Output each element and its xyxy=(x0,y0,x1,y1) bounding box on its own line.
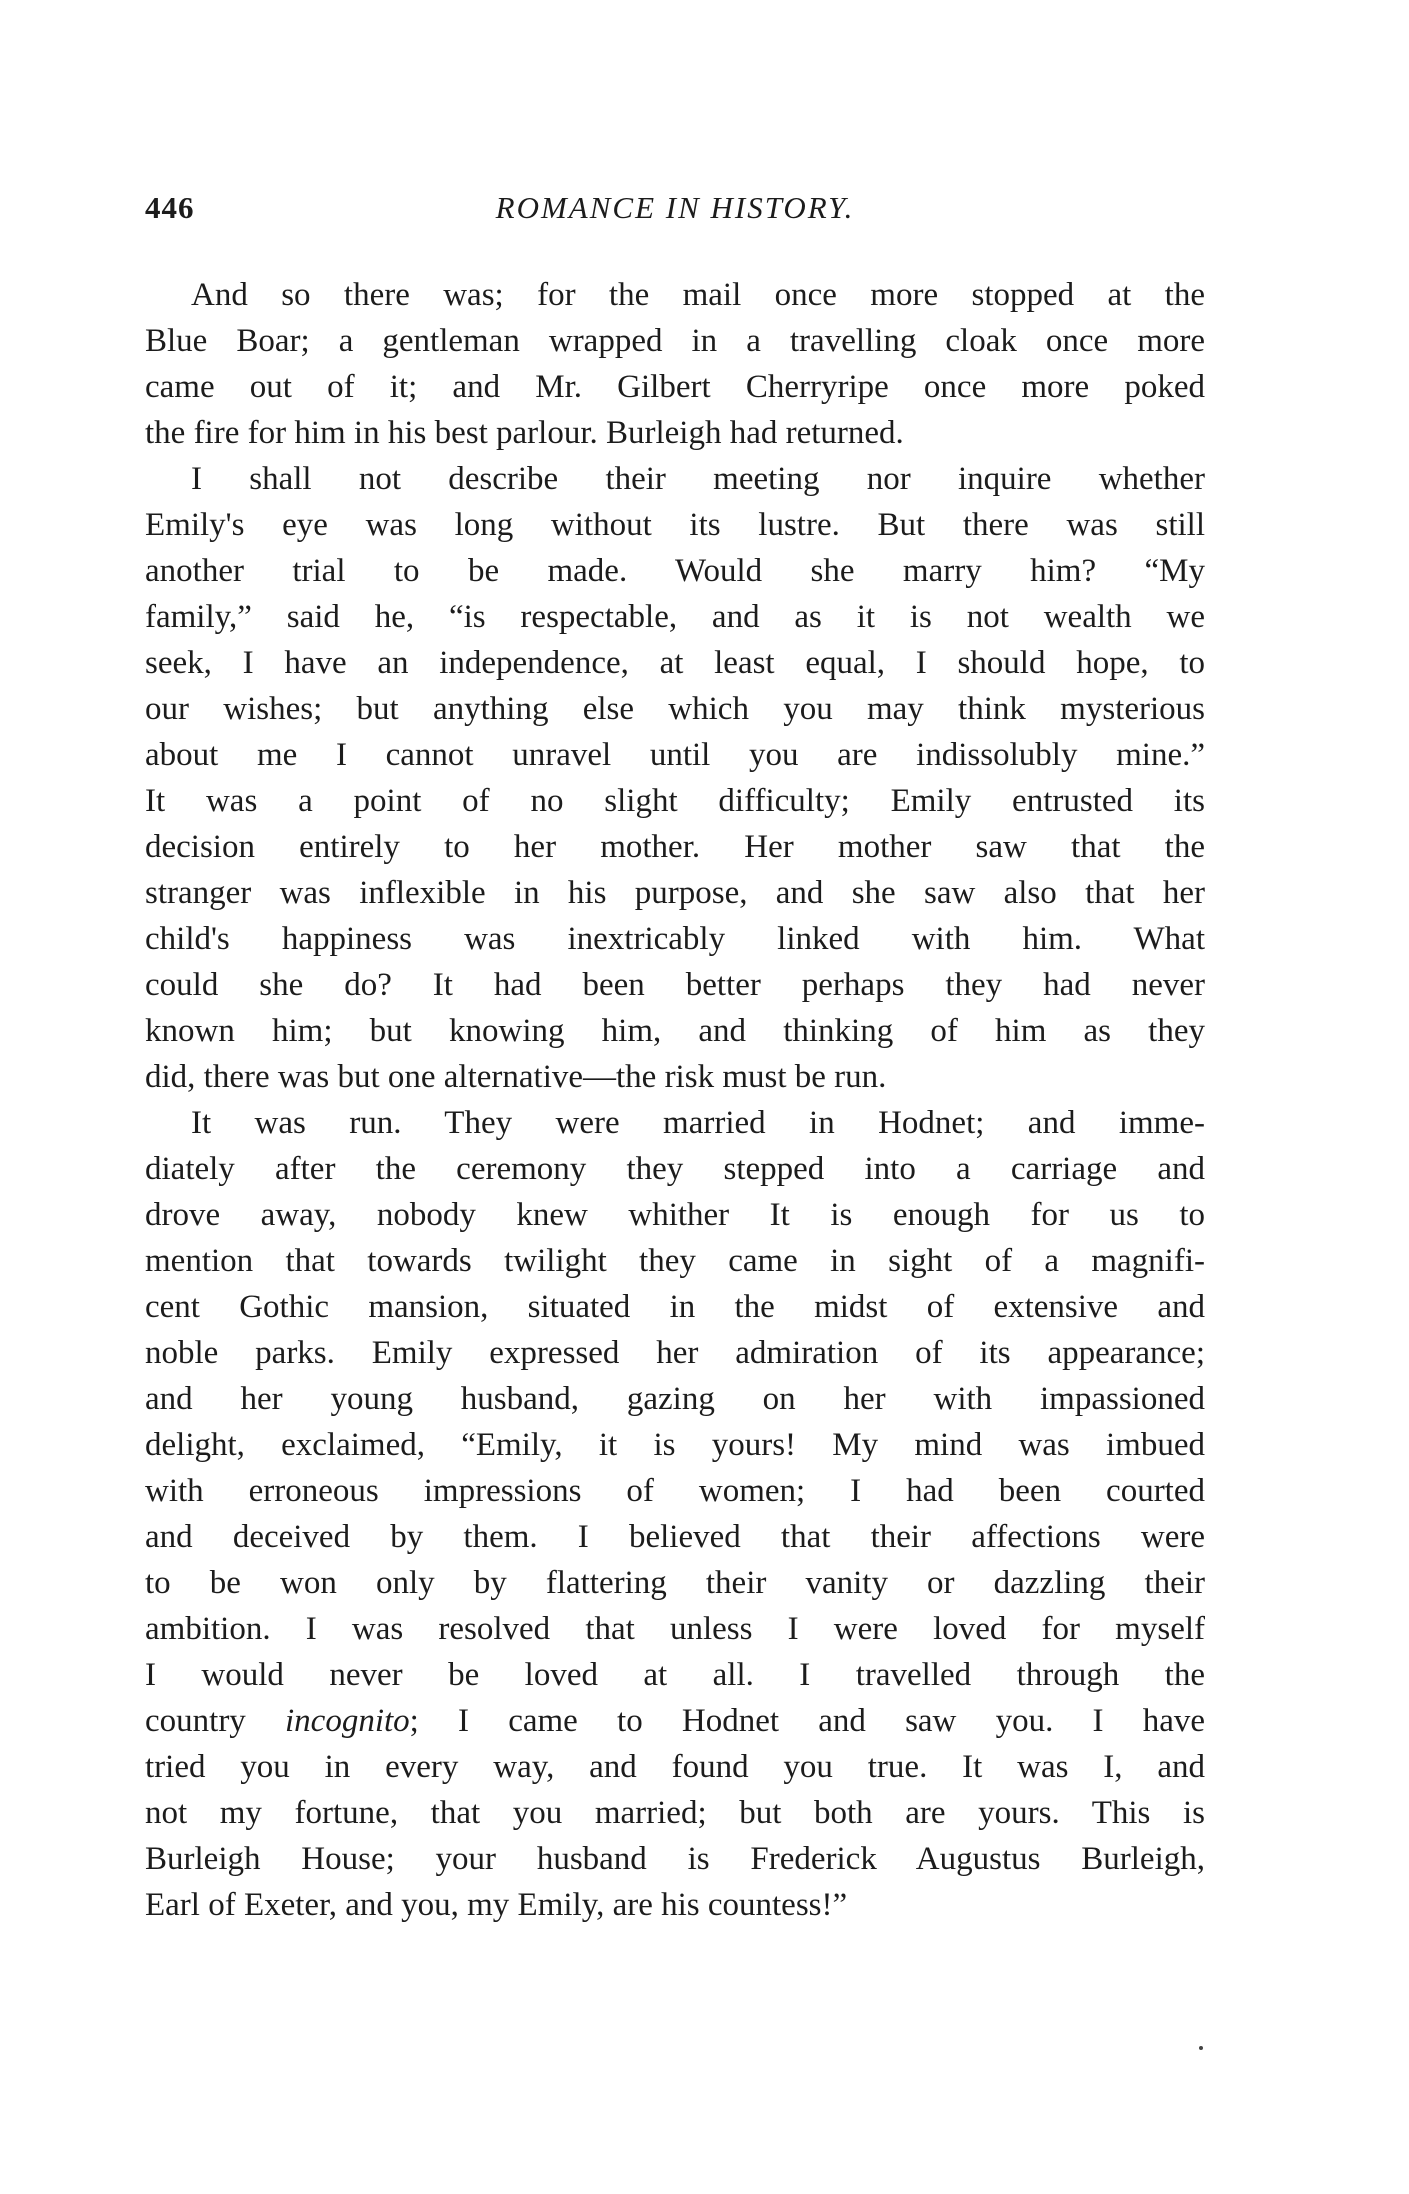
text-line: about me I cannot unravel until you are indissolubly mine.” xyxy=(145,737,1205,773)
text-line: delight, exclaimed, “Emily, it is yours! My mind was imbued xyxy=(145,1427,1205,1463)
text-line: could she do? It had been better perhaps they had never xyxy=(145,967,1205,1003)
text-line: I shall not describe their meeting nor inquire whether xyxy=(191,461,1205,497)
text-line: It was run. They were married in Hodnet; and imme- xyxy=(191,1105,1205,1141)
text-line: It was a point of no slight difficulty; Emily entrusted its xyxy=(145,783,1205,819)
text-line: And so there was; for the mail once more stopped at the xyxy=(191,277,1205,313)
italic-word: incognito xyxy=(285,1703,410,1739)
text-line: stranger was inflexible in his purpose, and she saw also that her xyxy=(145,875,1205,911)
text-line: Blue Boar; a gentleman wrapped in a travelling cloak once more xyxy=(145,323,1205,359)
text-line: to be won only by flattering their vanity or dazzling their xyxy=(145,1565,1205,1601)
page-header xyxy=(145,190,1205,234)
text-line: diately after the ceremony they stepped into a carriage and xyxy=(145,1151,1205,1187)
text-line: with erroneous impressions of women; I had been courted xyxy=(145,1473,1205,1509)
text-line: Burleigh House; your husband is Frederick Augustus Burleigh, xyxy=(145,1841,1205,1877)
text-line: did, there was but one alternative—the risk must be run. xyxy=(145,1059,887,1095)
page-number: 446 xyxy=(145,190,195,225)
text-line: known him; but knowing him, and thinking of him as they xyxy=(145,1013,1205,1049)
text-line: seek, I have an independence, at least equal, I should hope, to xyxy=(145,645,1205,681)
text-line: child's happiness was inextricably linked with him. What xyxy=(145,921,1205,957)
running-title: ROMANCE IN HISTORY. xyxy=(495,190,855,225)
text-segment: country xyxy=(145,1703,246,1739)
text-line: decision entirely to her mother. Her mother saw that the xyxy=(145,829,1205,865)
text-line: tried you in every way, and found you true. It was I, and xyxy=(145,1749,1205,1785)
text-line: drove away, nobody knew whither It is enough for us to xyxy=(145,1197,1205,1233)
text-line: another trial to be made. Would she marry him? “My xyxy=(145,553,1205,589)
text-line: came out of it; and Mr. Gilbert Cherryripe once more poked xyxy=(145,369,1205,405)
body-text xyxy=(145,272,1205,1928)
text-line: family,” said he, “is respectable, and as it is not wealth we xyxy=(145,599,1205,635)
text-line: cent Gothic mansion, situated in the midst of extensive and xyxy=(145,1289,1205,1325)
text-line: not my fortune, that you married; but both are yours. This is xyxy=(145,1795,1205,1831)
text-line: our wishes; but anything else which you may think mysterious xyxy=(145,691,1205,727)
text-line-with-italic xyxy=(145,1698,1205,1744)
text-line: I would never be loved at all. I travelled through the xyxy=(145,1657,1205,1693)
text-line: the fire for him in his best parlour. Burleigh had returned. xyxy=(145,415,904,451)
text-line: noble parks. Emily expressed her admiration of its appearance; xyxy=(145,1335,1205,1371)
text-line: Emily's eye was long without its lustre. But there was still xyxy=(145,507,1205,543)
stray-ink-mark xyxy=(1199,2046,1203,2050)
text-line: ambition. I was resolved that unless I were loved for myself xyxy=(145,1611,1205,1647)
text-line: and deceived by them. I believed that their affections were xyxy=(145,1519,1205,1555)
text-line: and her young husband, gazing on her with impassioned xyxy=(145,1381,1205,1417)
text-segment: ; I came to Hodnet and saw you. I have xyxy=(409,1703,1205,1739)
text-line: Earl of Exeter, and you, my Emily, are his countess!” xyxy=(145,1887,848,1923)
text-line: mention that towards twilight they came in sight of a magnifi- xyxy=(145,1243,1205,1279)
